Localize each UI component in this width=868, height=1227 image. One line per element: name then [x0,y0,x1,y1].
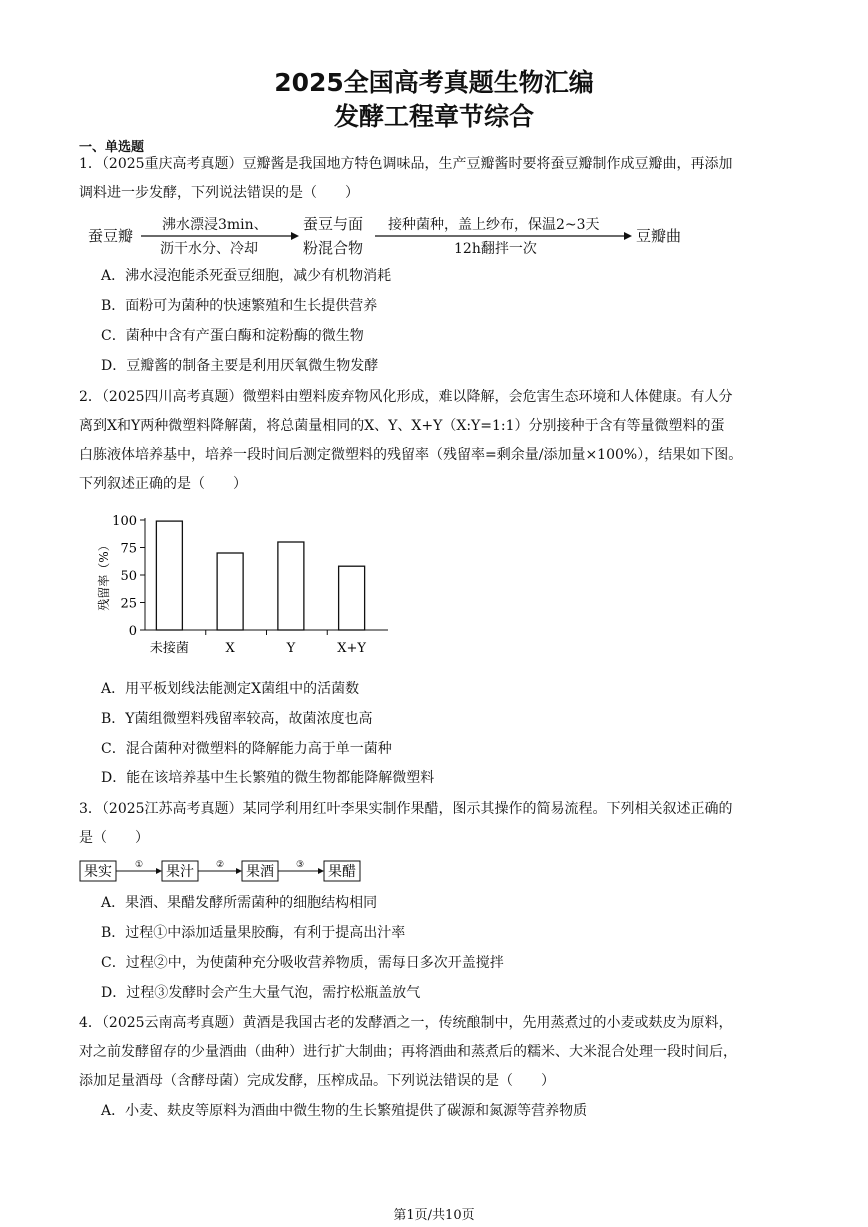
flow-mid-line2: 粉混合物 [303,239,364,257]
flow-box-label-1: 果实 [84,864,112,880]
q3-option-a: A．果酒、果醋发酵所需菌种的细胞结构相同 [101,895,378,911]
page-subtitle: 发酵工程章节综合 [333,102,534,131]
flow-step1-top: 沸水漂浸3min、 [162,217,268,233]
x-tick-label: X+Y [337,641,366,656]
flow-start: 蚕豆瓣 [88,227,134,245]
question-number: 1． [79,156,102,172]
flow-box-label-4: 果醋 [328,864,356,880]
question-1-stem: 1．（2025重庆高考真题）豆瓣酱是我国地方特色调味品，生产豆瓣酱时要将蚕豆瓣制作成豆瓣曲，再添加 调料进一步发酵，下列说法错误的是（ ） [79,156,733,201]
q2-option-a: A．用平板划线法能测定X菌组中的活菌数 [101,681,360,697]
question-number: 2． [79,389,102,405]
flow-box-label-2: 果汁 [166,864,194,880]
flow-step-marker-1: ① [134,860,144,870]
q1-option-a: A．沸水浸泡能杀死蚕豆细胞，减少有机物消耗 [101,268,392,284]
flow-mid-line1: 蚕豆与面 [303,215,364,233]
q2-option-c: C．混合菌种对微塑料的降解能力高于单一菌种 [101,741,392,757]
page-title: 2025全国高考真题生物汇编 [274,68,594,97]
flow-arrowhead-2 [624,232,632,240]
x-tick-label: X [225,641,235,656]
residual-rate-bar-chart [0,500,868,700]
bar-1 [217,553,243,630]
q1-option-b: B．面粉可为菌种的快速繁殖和生长提供营养 [101,298,378,314]
flow-arrowhead-1 [291,232,299,240]
question-number: 3． [79,801,102,817]
q3-option-d: D．过程③发酵时会产生大量气泡，需拧松瓶盖放气 [101,985,421,1001]
question-source: （2025重庆高考真题） [101,156,243,172]
x-tick-label: Y [286,641,296,656]
flow-end: 豆瓣曲 [636,227,682,245]
flow-step-marker-3: ③ [295,860,305,870]
question-3-flow-diagram [0,855,868,895]
q1-option-c: C．菌种中含有产蛋白酶和淀粉酶的微生物 [101,328,364,344]
question-source: （2025云南高考真题） [101,1015,243,1031]
y-tick-label: 0 [128,624,137,639]
q1-option-d: D．豆瓣酱的制备主要是利用厌氧微生物发酵 [101,358,379,374]
flow-step2-bottom: 12h翻拌一次 [454,241,537,257]
x-tick-label: 未接菌 [149,641,189,656]
question-number: 4． [79,1015,102,1031]
flow-step-marker-2: ② [215,860,225,870]
question-2-stem: 2．（2025四川高考真题）微塑料由塑料废弃物风化形成，难以降解，会危害生态环境和人体健康。有人分 离到X和Y两种微塑料降解菌，将总菌量相同的X、Y、X+Y（X:Y=1:1）分别接种于含有等量微塑料的蛋 白胨液体培养基中，培养一段时间后测定微塑料的残留率（残留率=剩余量/添加量×100%），结果如下图。 下列叙述正确的是（ ） [79,389,743,492]
bar-0 [156,521,182,630]
question-source: （2025四川高考真题） [101,389,243,405]
section-heading: 一、单选题 [79,140,145,155]
q3-option-c: C．过程②中，为使菌种充分吸收营养物质，需每日多次开盖搅拌 [101,955,504,971]
question-3-stem: 3．（2025江苏高考真题）某同学利用红叶李果实制作果醋，图示其操作的简易流程。下列相关叙述正确的 是（ ） [79,801,733,846]
question-4-stem: 4．（2025云南高考真题）黄酒是我国古老的发酵酒之一，传统酿制中，先用蒸煮过的小麦或麸皮为原料， 对之前发酵留存的少量酒曲（曲种）进行扩大制曲；再将酒曲和蒸煮后的糯米、大米混合处理一段时间后， 添加足量酒母（含酵母菌）完成发酵，压榨成品。下列说法错误的是（ ） [79,1015,737,1089]
y-tick-label: 75 [120,541,137,557]
y-tick-label: 25 [120,596,137,612]
page-footer: 第1页/共10页 [393,1208,475,1223]
q4-option-a: A．小麦、麸皮等原料为酒曲中微生物的生长繁殖提供了碳源和氮源等营养物质 [101,1103,588,1119]
y-tick-label: 50 [120,569,137,584]
flow-step2-top: 接种菌种，盖上纱布，保温2~3天 [388,217,600,233]
q3-option-b: B．过程①中添加适量果胶酶，有利于提高出汁率 [101,925,406,941]
q2-option-b: B．Y菌组微塑料残留率较高，故菌浓度也高 [101,711,373,727]
flow-step1-bottom: 沥干水分、冷却 [160,241,258,257]
bar-2 [278,542,304,630]
y-tick-label: 100 [112,514,137,529]
question-source: （2025江苏高考真题） [101,801,243,817]
q2-option-d: D．能在该培养基中生长繁殖的微生物都能降解微塑料 [101,770,435,786]
bar-3 [339,566,365,630]
flow-box-label-3: 果酒 [246,864,274,880]
y-axis-label: 残留率（%） [97,539,111,611]
